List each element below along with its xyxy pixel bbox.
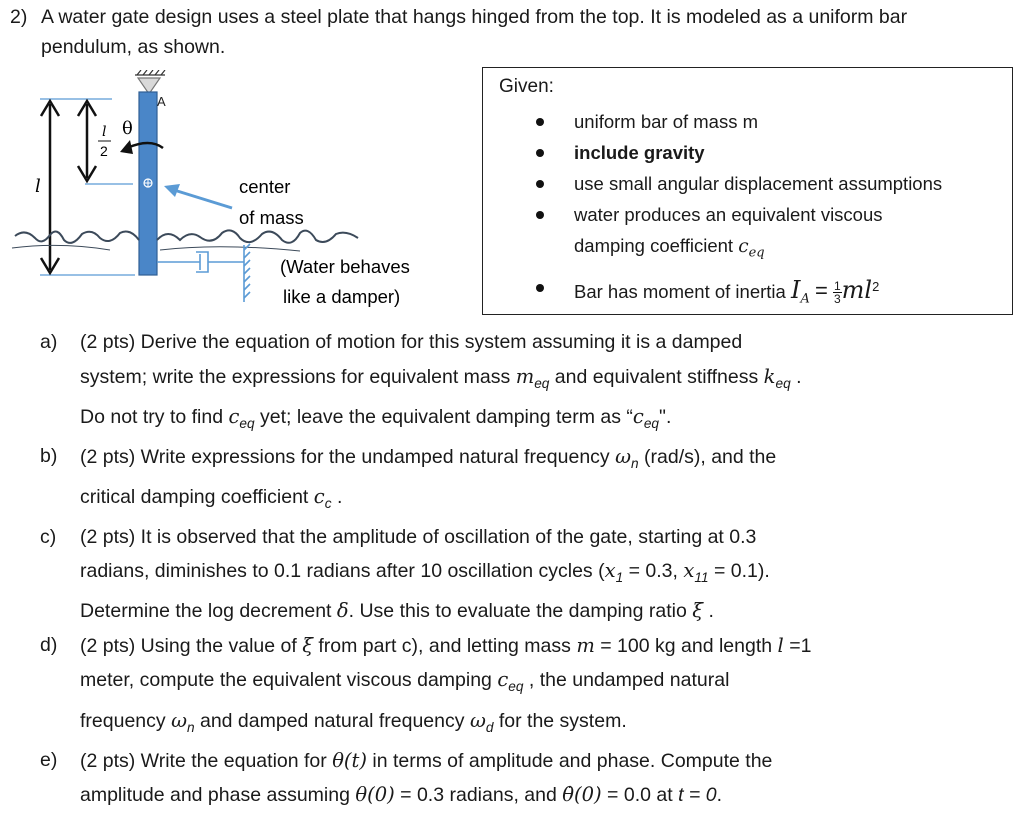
water-note-2: like a damper) (283, 286, 401, 307)
question-parts (36, 326, 1021, 813)
center-of-mass-pointer-icon (164, 184, 232, 208)
length-half-arrow-icon (78, 101, 96, 181)
part-e: e) (2 pts) Write the equation for θ(t) in terms of amplitude and phase. Compute the amplitude and phase assuming θ(0) = 0.3 radians, and θ̇(0) = 0.0 at t = 0. (40, 748, 773, 807)
given-item: Bar has moment of inertia $I_A = \frac{1}{3}ml^2$ (483, 269, 1012, 318)
bullet-icon (536, 211, 544, 219)
center-of-mass-label-2: of mass (239, 207, 304, 228)
bullet-icon (536, 180, 544, 188)
given-item: use small angular displacement assumptions (483, 168, 1012, 199)
length-l-arrow-icon (41, 101, 59, 273)
given-header: Given: (499, 76, 554, 97)
part-c: c) (2 pts) It is observed that the amplitude of oscillation of the gate, starting at 0.3 radians, diminishes to 0.1 radians after 10 oscillation cycles ($x_1 = 0.3$, $x_{11} = 0.1$). Determine the log decrement δ. Use this to evaluate the damping ratio ξ . (40, 525, 770, 623)
water-surface (15, 230, 358, 242)
length-l-label: l (35, 176, 41, 197)
center-of-mass-icon (144, 179, 152, 187)
pendulum-diagram (0, 70, 470, 320)
problem-statement: A water gate design uses a steel plate that hangs hinged from the top. It is modeled as a uniform bar pendulum, as shown. (41, 6, 908, 58)
bullet-icon (536, 149, 544, 157)
bullet-icon (536, 118, 544, 126)
given-item: water produces an equivalent viscous damping coefficient $c_{eq}$ (483, 199, 1012, 269)
half-length-numerator: l (102, 124, 107, 140)
part-d: d) (2 pts) Using the value of ξ from part c), and letting mass m = 100 kg and length l =1 meter, compute the equivalent viscous damping $c_{eq}$ , the undamped natural frequency $\omega_n$ and damped natural frequency $\omega_d$ for the system. (40, 633, 812, 735)
point-a-label: A (157, 94, 166, 109)
problem-number: 2) (10, 6, 28, 28)
ceiling-hatch-icon (135, 70, 165, 75)
damper-icon (157, 244, 250, 302)
given-box (482, 67, 1013, 315)
given-item: uniform bar of mass m (483, 106, 1012, 137)
bullet-icon (536, 284, 544, 292)
center-of-mass-label-1: center (239, 176, 291, 197)
theta-label: θ (122, 118, 133, 139)
part-a: a) (2 pts) Derive the equation of motion for this system assuming it is a damped system; write the expressions for equivalent mass $m_{eq}$ and equivalent stiffness $k_{eq}$ . Do not try to find $c_{eq}$ yet; leave the equivalent damping term as “$c_{eq}$". (40, 331, 802, 431)
water-note-1: (Water behaves (280, 256, 410, 277)
half-length-denominator: 2 (100, 143, 108, 159)
given-list (483, 106, 1012, 317)
given-item: include gravity (483, 137, 1012, 168)
part-b: b) (2 pts) Write expressions for the undamped natural frequency $\omega_n$ (rad/s), and the critical damping coefficient $c_c$ . (40, 445, 777, 512)
